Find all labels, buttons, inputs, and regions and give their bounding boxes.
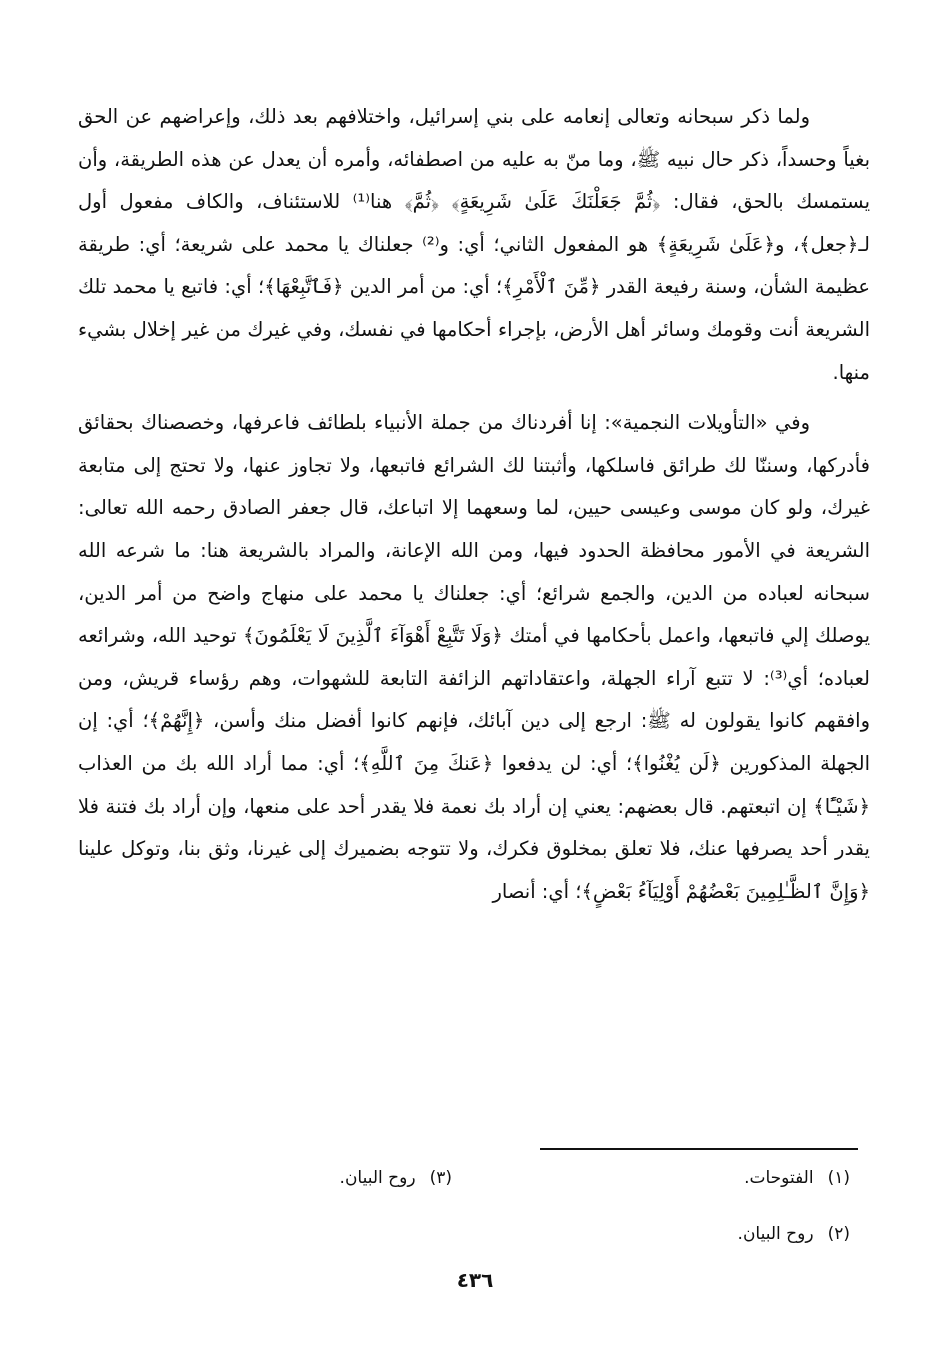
footnote-text: الفتوحات.: [744, 1168, 814, 1188]
paragraph-1: [78, 96, 870, 394]
footnote-number: (٣): [429, 1168, 452, 1188]
footnote-number: (١): [827, 1168, 850, 1188]
footnote-number: (٢): [827, 1224, 850, 1244]
footnote-text: روح البيان.: [737, 1224, 814, 1244]
page-number: ٤٣٦: [456, 1268, 494, 1292]
footnote-text: روح البيان.: [339, 1168, 416, 1188]
paragraph-2: [78, 402, 870, 913]
footnote-separator: [540, 1148, 858, 1150]
paragraph-text: وفي «التأويلات النجمية»: إنا أفردناك من جملة الأنبياء بلطائف فاعرفها، وخصصناك بحقائق فأدركها، وسننّا لك طرائق فاسلكها، وأثبتنا لك الشرائع فاتبعها، ولا تجاوز عنها، ولا تحتج إلى متابعة غيرك، ولو كان موسى وعيسى حيين، لما وسعهما إلا اتباعك، قال جعفر الصادق رحمه الله تعالى: الشريعة في الأمور محافظة الحدود فيها، ومن الله الإعانة، والمراد بالشريعة هنا: ما شرعه الله سبحانه لعباده من الدين، والجمع شرائع؛ أي: جعلناك يا محمد على منهاج واضح من أمر الدين، يوصلك إلي فاتبعها، واعمل بأحكامها في أمتك ﴿وَلَا تَتَّبِعْ أَهْوَآءَ ٱلَّذِينَ لَا يَعْلَمُونَ﴾ توحيد الله، وشرائعه لعباده؛ أي⁽³⁾: لا تتبع آراء الجهلة، واعتقاداتهم الزائفة التابعة للشهوات، وهم رؤساء قريش، ومن وافقهم كانوا يقولون له ﷺ: ارجع إلى دين آبائك، فإنهم كانوا أفضل منك وأسن، ﴿إِنَّهُمْ﴾؛ أي: إن الجهلة المذكورين ﴿لَن يُغْنُوا﴾؛ أي: لن يدفعوا ﴿عَنكَ مِنَ ٱللَّهِ﴾؛ أي: مما أراد الله بك من العذاب ﴿شَيْـًٔا﴾ إن اتبعتهم. قال بعضهم: يعني إن أراد بك نعمة فلا يقدر أحد على منعها، وإن أراد بك فتنة فلا يقدر أحد يصرفها عنك، فلا تعلق بمخلوق فكرك، ولا تتوجه بضميرك إلى غيرنا، وثق بنا، وتوكل علينا ﴿وَإِنَّ ٱلظَّـٰلِمِينَ بَعْضُهُمْ أَوْلِيَآءُ بَعْضٍ﴾؛ أي: أنصار: [78, 411, 870, 903]
paragraph-text: ولما ذكر سبحانه وتعالى إنعامه على بني إسرائيل، واختلافهم بعد ذلك، وإعراضهم عن الحق بغياً وحسداً، ذكر حال نبيه ﷺ، وما منّ به عليه من اصطفائه، وأمره أن يعدل عن هذه الطريقة، وأن يستمسك بالحق، فقال: ﴿ثُمَّ جَعَلْنَكَ عَلَىٰ شَرِيعَةٍ﴾ ﴿ثُمَّ﴾ هنا⁽¹⁾ للاستئناف، والكاف مفعول أول لـ﴿جعل﴾، و﴿عَلَىٰ شَرِيعَةٍ﴾ هو المفعول الثاني؛ أي: و⁽²⁾ جعلناك يا محمد على شريعة؛ أي: طريقة عظيمة الشأن، وسنة رفيعة القدر ﴿مِّنَ ٱلْأَمْرِ﴾؛ أي: من أمر الدين ﴿فَٱتَّبِعْهَا﴾؛ أي: فاتبع يا محمد تلك الشريعة أنت وقومك وسائر أهل الأرض، بإجراء أحكامها في نفسك، وفي غيرك من غير إخلال بشيء منها.: [78, 105, 871, 384]
footnote-1: [744, 1166, 850, 1190]
footnote-2: [738, 1222, 850, 1246]
footnote-3: [340, 1166, 452, 1190]
main-text: [78, 96, 870, 913]
